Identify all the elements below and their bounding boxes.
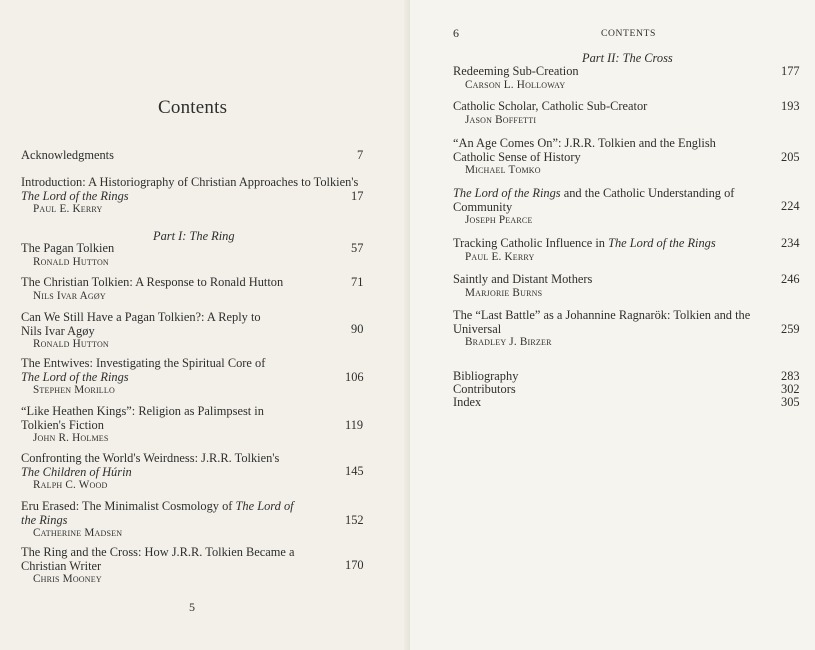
toc-entry	[21, 546, 366, 587]
entry-author: Ralph C. Wood	[33, 479, 108, 491]
entry-page: 170	[345, 558, 364, 572]
entry-author: Bradley J. Birzer	[465, 336, 552, 348]
toc-entry	[453, 396, 803, 410]
entry-page: 234	[781, 236, 800, 250]
entry-title: Eru Erased: The Minimalist Cosmology of The Lord of the Rings	[21, 499, 294, 527]
toc-entry	[21, 311, 366, 352]
entry-author: Carson L. Holloway	[465, 78, 566, 91]
toc-entry	[21, 452, 366, 493]
entry-title: Tracking Catholic Influence in The Lord of the Rings	[453, 236, 716, 250]
toc-entry	[21, 500, 366, 541]
entry-author: Paul E. Kerry	[33, 203, 103, 215]
toc-entry	[453, 237, 803, 264]
entry-author: Nils Ivar Agøy	[33, 289, 106, 302]
entry-title: Bibliography	[453, 369, 519, 383]
page-number: 5	[189, 600, 195, 614]
toc-entry	[21, 357, 366, 398]
entry-author: John R. Holmes	[33, 432, 109, 444]
entry-title: The Christian Tolkien: A Response to Ronald Hutton	[21, 275, 284, 289]
entry-title: “Like Heathen Kings”: Religion as Palimpsest in Tolkien's Fiction	[21, 404, 264, 432]
toc-entry	[21, 242, 366, 269]
entry-page: 283	[781, 369, 800, 383]
entry-title: Saintly and Distant Mothers	[453, 272, 593, 286]
entry-author: Jason Boffetti	[465, 113, 537, 126]
entry-title: The “Last Battle” as a Johannine Ragnarök: Tolkien and the Universal	[453, 308, 751, 336]
entry-page: 246	[781, 272, 800, 286]
entry-title: Redeeming Sub-Creation	[453, 64, 579, 78]
part-heading: Part II: The Cross	[582, 51, 673, 65]
entry-author: Joseph Pearce	[465, 214, 533, 226]
entry-author: Chris Mooney	[33, 573, 102, 585]
toc-entry	[453, 273, 803, 300]
entry-title: The Pagan Tolkien	[21, 241, 115, 255]
toc-entry	[21, 405, 366, 446]
entry-page: 177	[781, 64, 800, 78]
entry-page: 152	[345, 513, 364, 527]
entry-title: The Lord of the Rings and the Catholic Understanding of Community	[453, 186, 735, 214]
toc-entry	[453, 65, 803, 92]
toc-entry	[21, 276, 366, 303]
entry-title: Catholic Scholar, Catholic Sub-Creator	[453, 99, 648, 113]
entry-page: 193	[781, 99, 800, 113]
entry-title: Index	[453, 395, 482, 409]
entry-page: 302	[781, 382, 800, 396]
entry-title: Contributors	[453, 382, 516, 396]
entry-page: 259	[781, 322, 800, 336]
entry-page: 119	[345, 418, 364, 432]
entry-author: Michael Tomko	[465, 164, 541, 176]
right-page	[410, 0, 815, 650]
toc-entry	[453, 309, 803, 350]
entry-author: Ronald Hutton	[33, 255, 109, 268]
entry-title: Acknowledgments	[21, 148, 114, 162]
entry-author: Marjorie Burns	[465, 286, 543, 299]
contents-title: Contents	[158, 97, 228, 118]
entry-page: 7	[357, 148, 364, 162]
toc-entry	[21, 149, 366, 163]
toc-entry	[453, 383, 803, 397]
part-heading: Part I: The Ring	[153, 229, 235, 243]
entry-page: 57	[351, 241, 364, 255]
entry-title: Confronting the World's Weirdness: J.R.R. Tolkien's The Children of Húrin	[21, 451, 280, 479]
page-number: 6	[453, 26, 459, 40]
entry-author: Catherine Madsen	[33, 527, 123, 539]
entry-author: Stephen Morillo	[33, 384, 115, 396]
entry-title: The Entwives: Investigating the Spiritual Core of The Lord of the Rings	[21, 356, 266, 384]
entry-page: 106	[345, 370, 364, 384]
toc-entry	[453, 137, 803, 178]
entry-page: 17	[351, 189, 364, 203]
entry-title: Can We Still Have a Pagan Tolkien?: A Reply to Nils Ivar Agøy	[21, 310, 261, 338]
entry-page: 145	[345, 464, 364, 478]
entry-page: 71	[351, 275, 364, 289]
entry-page: 90	[351, 322, 364, 336]
entry-page: 224	[781, 199, 800, 213]
entry-title: “An Age Comes On”: J.R.R. Tolkien and the English Catholic Sense of History	[453, 136, 716, 164]
toc-entry	[21, 176, 366, 217]
entry-page: 305	[781, 395, 800, 409]
entry-title: The Ring and the Cross: How J.R.R. Tolkien Became a Christian Writer	[21, 545, 295, 573]
toc-entry	[453, 187, 803, 228]
running-head: CONTENTS	[601, 28, 656, 39]
entry-author: Ronald Hutton	[33, 338, 109, 350]
entry-page: 205	[781, 150, 800, 164]
entry-title: Introduction: A Historiography of Christian Approaches to Tolkien's The Lord of the Rings	[21, 175, 359, 203]
entry-author: Paul E. Kerry	[465, 250, 535, 263]
toc-entry	[453, 100, 803, 127]
